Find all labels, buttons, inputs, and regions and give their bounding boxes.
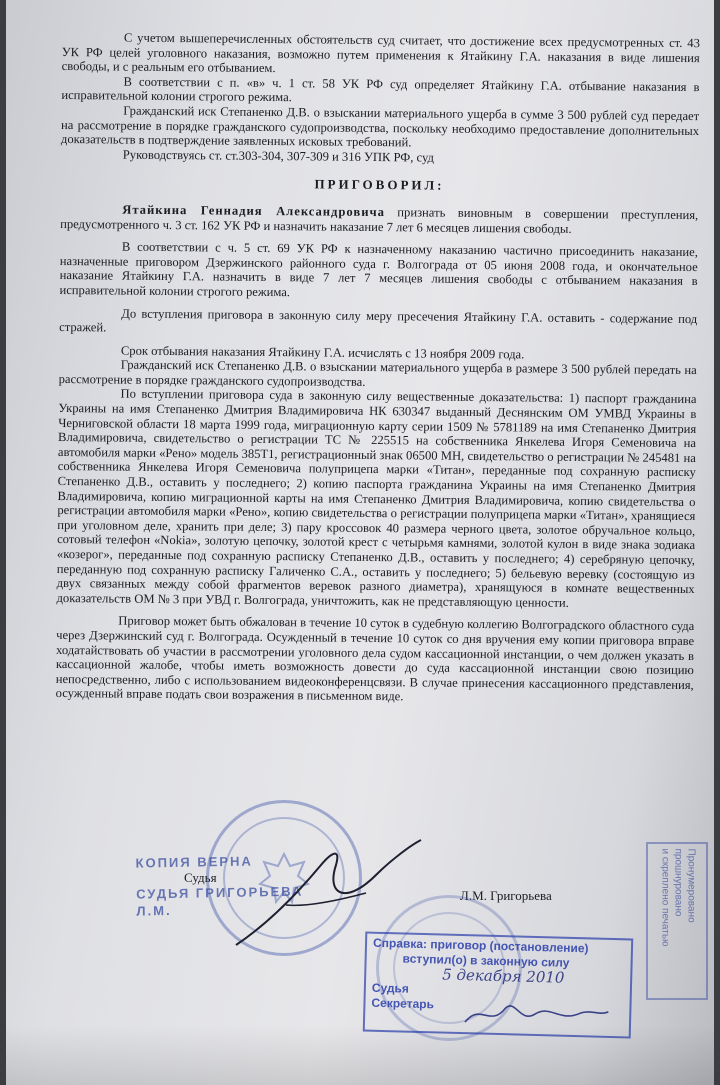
legal-force-stamp [363, 932, 634, 1039]
stamp-line: Секретарь [371, 995, 435, 1012]
paragraph: С учетом вышеперечисленных обстоятельств суд считает, что достижение всех предусмотренных ст. 43 УК РФ целей уголовного наказания, возможно путем применения к Ятайкину Г.А. наказания в виде лишения свободы, и с реальным его отбыванием. [61, 30, 700, 76]
stamp-signature [460, 992, 611, 1036]
stamp-handwritten-date: 5 декабря 2010 [442, 965, 565, 987]
document-body [56, 30, 700, 707]
stamp-line: Судья [371, 980, 410, 996]
paragraph: Срок отбывания наказания Ятайкину Г.А. исчислять с 13 ноября 2009 года. [120, 343, 525, 362]
binding-stamp-text [659, 849, 698, 999]
binding-stamp [646, 842, 708, 1000]
paragraph: По вступлении приговора суда в законную силу вещественные доказательства: 1) паспорт гражданина Украины на имя Степаненко Дмитрия Владимировича НК 630347 выданный Деснянским ОМ УМВД Украины в Черниговской области 18 марта 1999 года, миграционную карту серии 1509 № 5781189 на имя Степаненко Дмитрия Владимировича, свидетельство о регистрации ТС № 225515 на собственника Янкелева Игоря Семеновича на автомобиля марки «Рено» модель 385Т1, регистрационный знак 06500 МН, свидетельство о регистрации № 245481 на собственника Янкелева Игоря Семеновича полуприцепа марки «Титан», переданные под сохранную расписку Степаненко Д.В., оставить у последнего; 2) копию паспорта гражданина Украины на имя Степаненко Дмитрия Владимировича, копию миграционной карты на имя Степаненко Дмитрия Владимировича, копию свидетельства о регистрации автомобиля марки «Рено», копию свидетельства о регистрации полуприцепа марки «Титан», хранящиеся при уголовном деле, хранить при деле; 3) пару кроссовок 40 размера черного цвета, золотое обручальное кольцо, сотовый телефон «Nokia», золотую цепочку, золотой крест с четырьмя камнями, золотой кулон в виде знака зодиака «козерог», переданные под сохранную расписку Степаненко Д.В., оставить у последнего; 4) серебряную цепочку, переданную под сохранную расписку Галиченко С.А., оставить у последнего; 5) бельевую веревку (состоящую из двух связанных между собой фрагментов веревок разного диаметра), хранящуюся в комнате вещественных доказательств ОМ № 3 при УВД г. Волгограда, уничтожить, как не представляющую ценности. [56, 387, 697, 610]
paragraph: В соответствии с п. «в» ч. 1 ст. 58 УК РФ суд определяет Ятайкину Г.А. отбывание наказания в исправительной колонии строгого режима. [61, 74, 700, 105]
stamp-line: вступил(о) в законную силу [402, 951, 570, 970]
paragraph: Гражданский иск Степаненко Д.В. о взыскании материального ущерба в размере 3 500 рублей передать на рассмотрение в порядке гражданского судопроизводства. [58, 357, 697, 389]
paragraph: В соответствии с ч. 5 ст. 69 УК РФ к назначенному наказанию частично присоединить наказание, назначенные приговором Дзержинского районного суда г. Волгограда от 05 июня 2008 года, и окончательное наказание Ятайкину Г.А. назначить в виде 7 лет 7 месяцев лишения свободы с отбыванием наказания в исправительной колонии строгого режима. [59, 239, 698, 300]
document-page [6, 0, 714, 1085]
verdict-paragraph [60, 202, 698, 237]
verdict-text: признать виновным в совершении преступления, предусмотренного ч. 3 ст. 162 УК РФ и назначить наказание 7 лет 6 месяцев лишения свободы. [60, 205, 699, 236]
paragraph: До вступления приговора в законную силу меру пресечения Ятайкину Г.А. оставить - содержание под стражей. [59, 306, 698, 335]
paragraph: Руководствуясь ст. ст.303-304, 307-309 и 316 УПК РФ, суд [122, 147, 435, 165]
judge-label: Судья [184, 870, 217, 885]
defendant-name: Ятайкина Геннадия Александровича [122, 202, 385, 220]
copy-stamp-line: КОПИЯ ВЕРНА [135, 853, 253, 871]
judge-name: Л.М. Григорьева [460, 888, 552, 903]
binding-stamp-line: Пронумеровано [685, 848, 697, 923]
verdict-heading: ПРИГОВОРИЛ: [314, 176, 445, 194]
copy-stamp-line: СУДЬЯ ГРИГОРЬЕВА Л.М. [136, 883, 304, 919]
binding-stamp-line: и скреплено печатью [659, 848, 671, 947]
stamp-line: Справка: приговор (постановление) [372, 935, 589, 956]
paragraph: Гражданский иск Степаненко Д.В. о взыскании материального ущерба в сумме 3 500 рублей суд передает на рассмотрение в порядке гражданского судопроизводства, поскольку необходимо предоставление дополнительных доказательств в подтверждение заявленных исковых требований. [60, 103, 700, 150]
paragraph: Приговор может быть обжалован в течение 10 суток в судебную коллегию Волгоградского областного суда через Дзержинский суд г. Волгограда. Осужденный в течение 10 суток со дня вручения ему копии приговора вправе ходатайствовать об участии в рассмотрении уголовного дела судом кассационной инстанции, о чем должен указать в кассационной жалобе, чтобы иметь возможность довести до суда кассационной инстанции свою позицию непосредственно, либо с использованием видеоконференцсвязи. В случае принесения кассационного представления, осужденный вправе подать свои возражения в письменном виде. [55, 613, 695, 704]
binding-stamp-line: прошнуровано [672, 848, 684, 917]
